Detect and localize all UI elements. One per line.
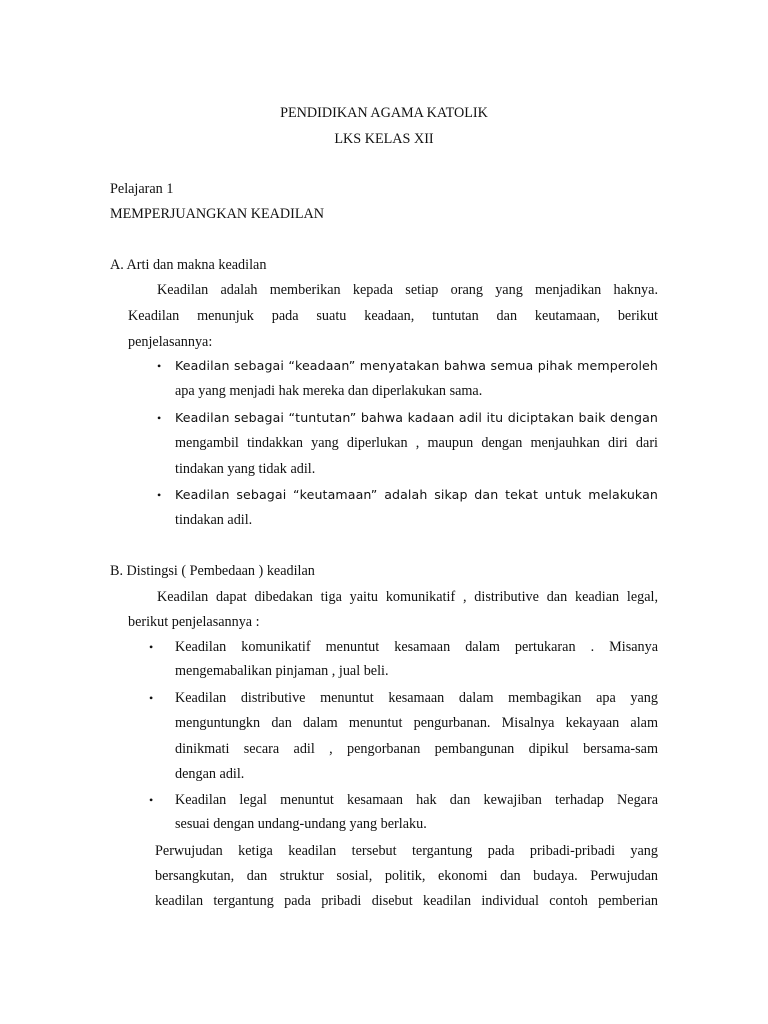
list-item-line: Keadilan sebagai “keadaan” menyatakan bahwa semua pihak memperoleh: [175, 358, 658, 373]
bullet-glyph: •: [157, 488, 162, 502]
list-item-line: mengemabalikan pinjaman , jual beli.: [175, 663, 389, 679]
section-a-para-line: Keadilan adalah memberikan kepada setiap orang yang menjadikan haknya.: [157, 282, 658, 298]
list-item-line: Keadilan sebagai “keutamaan” adalah sikap dan tekat untuk melakukan: [175, 487, 658, 502]
list-item-line: menguntungkn dan dalam menuntut pengurbanan. Misalnya kekayaan alam: [175, 715, 658, 731]
lesson-label: Pelajaran 1: [110, 181, 174, 197]
list-item-line: apa yang menjadi hak mereka dan diperlakukan sama.: [175, 383, 483, 399]
section-a-para-line: penjelasannya:: [128, 334, 213, 350]
list-item-line: Keadilan distributive menuntut kesamaan dalam membagikan apa yang: [175, 690, 658, 706]
closing-para-line: bersangkutan, dan struktur sosial, politik, ekonomi dan budaya. Perwujudan: [155, 868, 658, 884]
bullet-glyph: •: [157, 359, 162, 373]
section-b-heading: B. Distingsi ( Pembedaan ) keadilan: [110, 563, 315, 579]
section-b-para-line: berikut penjelasannya :: [128, 614, 260, 630]
closing-para-line: keadilan tergantung pada pribadi disebut keadilan individual contoh pemberian: [155, 893, 658, 909]
list-item-line: tindakan yang tidak adil.: [175, 461, 316, 477]
section-a-para-line: Keadilan menunjuk pada suatu keadaan, tuntutan dan keutamaan, berikut: [128, 308, 658, 324]
bullet-glyph: •: [149, 640, 154, 654]
bullet-glyph: •: [149, 793, 154, 807]
document-title: PENDIDIKAN AGAMA KATOLIK: [280, 105, 488, 121]
list-item-line: Keadilan legal menuntut kesamaan hak dan kewajiban terhadap Negara: [175, 792, 658, 808]
document-subtitle: LKS KELAS XII: [334, 131, 434, 147]
section-a-heading: A. Arti dan makna keadilan: [110, 257, 267, 273]
section-b-para-line: Keadilan dapat dibedakan tiga yaitu komunikatif , distributive dan keadian legal,: [157, 589, 658, 605]
list-item-line: tindakan adil.: [175, 512, 253, 528]
list-item-line: Keadilan sebagai “tuntutan” bahwa kadaan adil itu diciptakan baik dengan: [175, 410, 658, 425]
list-item-line: mengambil tindakkan yang diperlukan , maupun dengan menjauhkan diri dari: [175, 435, 658, 451]
list-item-line: dinikmati secara adil , pengorbanan pembangunan dipikul bersama-sam: [175, 741, 658, 757]
list-item-line: Keadilan komunikatif menuntut kesamaan dalam pertukaran . Misanya: [175, 639, 658, 655]
bullet-glyph: •: [149, 691, 154, 705]
list-item-line: dengan adil.: [175, 766, 245, 782]
bullet-glyph: •: [157, 411, 162, 425]
lesson-title: MEMPERJUANGKAN KEADILAN: [110, 206, 324, 222]
list-item-line: sesuai dengan undang-undang yang berlaku.: [175, 816, 427, 832]
closing-para-line: Perwujudan ketiga keadilan tersebut tergantung pada pribadi-pribadi yang: [155, 843, 658, 859]
